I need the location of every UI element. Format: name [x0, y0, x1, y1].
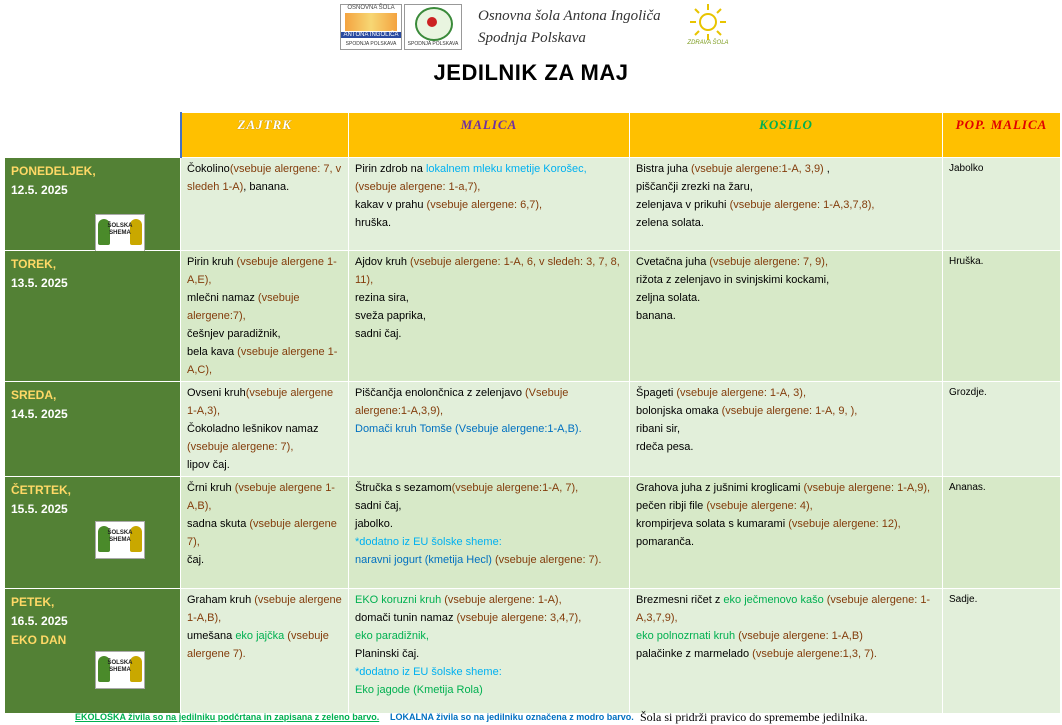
kosilo-cell [630, 477, 943, 589]
day-name: TOREK, [11, 257, 57, 271]
school-logo [340, 4, 402, 50]
zajtrk-cell [181, 251, 349, 382]
kosilo-cell [630, 382, 943, 477]
menu-line: ribani sir, [636, 423, 681, 435]
table-row [5, 477, 1061, 589]
menu-line: Čokolino(vsebuje alergene: 7, v sledeh 1-A), banana. [187, 163, 342, 193]
logo-text-top: OSNOVNA ŠOLA [347, 5, 395, 11]
footer-local-note: LOKALNA živila so na jedilniku označena z modro barvo. [390, 712, 634, 722]
menu-line: sadni čaj, [355, 500, 402, 512]
healthy-school-logo [684, 2, 732, 48]
day-name: ČETRTEK, [11, 483, 71, 497]
school-scheme-label: ŠOLSKA SHEMA [107, 530, 133, 543]
school-name-line1: Osnovna šola Antona Ingoliča [478, 8, 661, 24]
menu-line: palačinke z marmelado (vsebuje alergene:1,3, 7). [636, 648, 877, 660]
menu-line: Pirin kruh (vsebuje alergene 1-A,E), [187, 256, 337, 286]
menu-line: bolonjska omaka (vsebuje alergene: 1-A, 9, ), [636, 405, 858, 417]
menu-line: piščančji zrezki na žaru, [636, 181, 753, 193]
column-header-pop-malica: POP. MALICA [943, 113, 1061, 158]
kosilo-cell [630, 251, 943, 382]
menu-line: pečen ribji file (vsebuje alergene: 4), [636, 500, 813, 512]
school-scheme-label: ŠOLSKA SHEMA [107, 660, 133, 673]
day-cell [5, 589, 181, 714]
menu-line: *dodatno iz EU šolske sheme: [355, 666, 502, 678]
table-row [5, 382, 1061, 477]
menu-line: bela kava (vsebuje alergene 1-A,C), [187, 346, 338, 376]
malica-cell [349, 477, 630, 589]
malica-cell [349, 382, 630, 477]
logo2-text: SPODNJA POLSKAVA [407, 41, 459, 47]
menu-line: *dodatno iz EU šolske sheme: [355, 536, 502, 548]
menu-line: jabolko. [355, 518, 393, 530]
eko-dan-label: EKO DAN [11, 633, 67, 647]
table-row [5, 158, 1061, 251]
menu-line: Pirin zdrob na lokalnem mleku kmetije Korošec, (vsebuje alergene: 1-a,7), [355, 163, 587, 193]
school-scheme-badge [95, 521, 145, 559]
menu-line: Čokoladno lešnikov namaz (vsebuje alergene: 7), [187, 423, 319, 453]
day-cell [5, 251, 181, 382]
menu-line: umešana eko jajčka (vsebuje alergene 7). [187, 630, 329, 660]
day-name: PONEDELJEK, [11, 164, 96, 178]
pop-malica-cell: Grozdje. [943, 382, 1061, 477]
zajtrk-cell [181, 158, 349, 251]
menu-line: rižota z zelenjavo in svinjskimi kockami, [636, 274, 830, 286]
pop-malica-cell: Sadje. [943, 589, 1061, 714]
kosilo-cell [630, 589, 943, 714]
menu-line: Bistra juha (vsebuje alergene:1-A, 3,9) , [636, 163, 830, 175]
page-title: JEDILNIK ZA MAJ [433, 60, 629, 85]
header-blank [5, 113, 181, 158]
menu-line: Brezmesni ričet z eko ječmenovo kašo (vsebuje alergene: 1-A,3,7,9), [636, 594, 931, 624]
header [0, 0, 1062, 110]
menu-line: domači tunin namaz (vsebuje alergene: 3,4,7), [355, 612, 582, 624]
logo-text-band: ANTONA INGOLIČA [341, 32, 401, 38]
menu-table [4, 112, 1061, 714]
day-cell [5, 382, 181, 477]
menu-line: eko polnozrnati kruh (vsebuje alergene: 1-A,B) [636, 630, 863, 642]
menu-line: eko paradižnik, [355, 630, 429, 642]
menu-line: lipov čaj. [187, 459, 230, 471]
menu-line: Ovseni kruh(vsebuje alergene 1-A,3), [187, 387, 334, 417]
menu-line: krompirjeva solata s kumarami (vsebuje alergene: 12), [636, 518, 901, 530]
zajtrk-cell [181, 589, 349, 714]
healthy-school-text: ZDRAVA ŠOLA [687, 40, 729, 46]
sun-icon [684, 2, 732, 42]
menu-line: naravni jogurt (kmetija Hecl) (vsebuje alergene: 7). [355, 554, 602, 566]
day-date: 13.5. 2025 [11, 276, 68, 290]
menu-line: češnjev paradižnik, [187, 328, 281, 340]
day-name: PETEK, [11, 595, 55, 609]
day-date: 15.5. 2025 [11, 502, 68, 516]
day-name: SREDA, [11, 388, 57, 402]
school-name [478, 5, 661, 49]
menu-line: sveža paprika, [355, 310, 426, 322]
ladybug-icon [427, 17, 437, 27]
logo-text-bottom: SPODNJA POLSKAVA [345, 41, 397, 47]
menu-line: Štručka s sezamom(vsebuje alergene:1-A, 7), [355, 482, 579, 494]
day-cell [5, 158, 181, 251]
logo-sunrise-graphic [345, 13, 397, 31]
school-scheme-badge [95, 214, 145, 252]
footer-eco-note: EKOLOŠKA živila so na jedilniku podčrtana in zapisana z zeleno barvo. [75, 712, 380, 722]
menu-line: Grahova juha z jušnimi kroglicami (vsebuje alergene: 1-A,9), [636, 482, 931, 494]
malica-cell [349, 158, 630, 251]
footer-disclaimer: Šola si pridrži pravico do spremembe jedilnika. [640, 710, 868, 724]
menu-line: kakav v prahu (vsebuje alergene: 6,7), [355, 199, 543, 211]
kosilo-cell [630, 158, 943, 251]
menu-line: zelena solata. [636, 217, 704, 229]
menu-line: Eko jagode (Kmetija Rola) [355, 684, 483, 696]
menu-line: zeljna solata. [636, 292, 701, 304]
menu-line: hruška. [355, 217, 392, 229]
menu-line: sadna skuta (vsebuje alergene 7), [187, 518, 337, 548]
menu-line: rdeča pesa. [636, 441, 694, 453]
zajtrk-cell [181, 382, 349, 477]
menu-line: zelenjava v prikuhi (vsebuje alergene: 1-A,3,7,8), [636, 199, 875, 211]
menu-line: EKO koruzni kruh (vsebuje alergene: 1-A), [355, 594, 562, 606]
school-name-line2: Spodnja Polskava [478, 30, 586, 46]
menu-line: Cvetačna juha (vsebuje alergene: 7, 9), [636, 256, 829, 268]
menu-line: rezina sira, [355, 292, 409, 304]
school-scheme-badge [95, 651, 145, 689]
menu-line: sadni čaj. [355, 328, 402, 340]
day-cell [5, 477, 181, 589]
menu-line: Graham kruh (vsebuje alergene 1-A,B), [187, 594, 342, 624]
menu-line: banana. [636, 310, 676, 322]
day-date: 12.5. 2025 [11, 183, 68, 197]
malica-cell [349, 251, 630, 382]
menu-line: čaj. [187, 554, 205, 566]
table-row [5, 589, 1061, 714]
menu-line: Špageti (vsebuje alergene: 1-A, 3), [636, 387, 807, 399]
column-header-malica: MALICA [349, 113, 630, 158]
column-header-zajtrk: ZAJTRK [181, 113, 349, 158]
ladybug-logo [404, 4, 462, 50]
school-scheme-label: ŠOLSKA SHEMA [107, 223, 133, 236]
menu-line: Črni kruh (vsebuje alergene 1-A,B), [187, 482, 335, 512]
malica-cell [349, 589, 630, 714]
zajtrk-cell [181, 477, 349, 589]
pop-malica-cell: Jabolko [943, 158, 1061, 251]
table-header-row [5, 113, 1061, 158]
pop-malica-cell: Hruška. [943, 251, 1061, 382]
table-row [5, 251, 1061, 382]
day-date: 16.5. 2025 [11, 614, 68, 628]
menu-line: Planinski čaj. [355, 648, 420, 660]
menu-line: pomaranča. [636, 536, 695, 548]
column-header-kosilo: KOSILO [630, 113, 943, 158]
pop-malica-cell: Ananas. [943, 477, 1061, 589]
menu-line: Piščančja enolončnica z zelenjavo (Vsebuje alergene:1-A,3,9), [355, 387, 569, 417]
menu-line: Domači kruh Tomše (Vsebuje alergene:1-A,B). [355, 423, 582, 435]
menu-line: Ajdov kruh (vsebuje alergene: 1-A, 6, v sledeh: 3, 7, 8, 11), [355, 256, 620, 286]
day-date: 14.5. 2025 [11, 407, 68, 421]
menu-line: mlečni namaz (vsebuje alergene:7), [187, 292, 300, 322]
